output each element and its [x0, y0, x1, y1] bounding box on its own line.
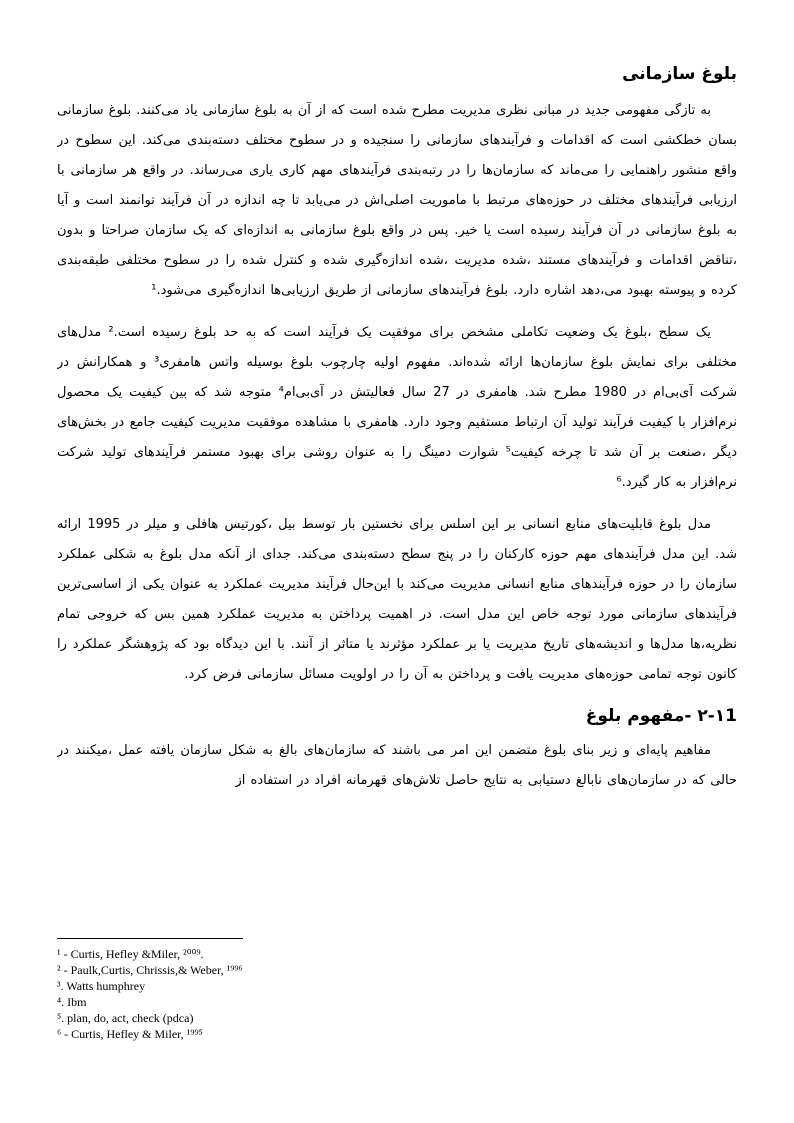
- footnote-4: ⁴. Ibm: [57, 995, 87, 1009]
- paragraph-maturity-concept-intro: مفاهیم پایه‌ای و زیر بنای بلوغ متضمن این امر می باشند که سازمان‌های بالغ به شکل سازمان یافته عمل ،میکنند در حالی که در سازمان‌های نابالغ دستیابی به نتایج حاصل تلاش‌های قهرمانه افراد در استفاده از: [57, 743, 737, 788]
- footnote-6: ⁶ - Curtis, Hefley & Miler, ¹⁹⁹⁵: [57, 1027, 203, 1041]
- footnote-5: ⁵. plan, do, act, check (pdca): [57, 1011, 194, 1025]
- document-body: [57, 64, 737, 930]
- paragraph-organizational-maturity-intro: به تازگی مفهومی جدید در مبانی نظری مدیریت مطرح شده است که از آن به بلوغ سازمانی یاد می‌کنند. بلوغ سازمانی بسان خطکشی است که اقدامات و فرآیندهای سازمانی را سنجیده و در سطوح مختلف دسته‌بندی می‌کند. این سطوح در واقع منشور راهنمایی را می‌ماند که سازمان‌ها را در رتبه‌بندی فرآیندهای مهم کاری یاری می‌رساند. در واقع هر سازمانی با ارزیابی فرآیندهای مختلف در حوزه‌های مرتبط با ماموریت اصلی‌اش در می‌یابد تا چه اندازه در آن فرآیند توانمند است و آیا به بلوغ سازمانی در آن فرآیند رسیده است یا خیر. پس در واقع بلوغ سازمانی به اندازه‌ای که یک سازمان صراحتا و بدون ،تناقض اقدامات و فرآیندهای مستند ،شده مدیریت ،شده اندازه‌گیری شده و کنترل شده را در سطوح مختلفی طبقه‌بندی کرده و پیوسته بهبود می،دهد اشاره دارد. بلوغ فرآیندهای سازمانی از طریق ارزیابی‌ها اندازه‌گیری می‌شود.¹: [57, 103, 737, 298]
- paragraph-people-cmm-performance: مدل بلوغ قابلیت‌های منابع انسانی بر این اسلس برای نخستین بار توسط بیل ،کورتیس هافلی و میلر در 1995 ارائه شد. این مدل فرآیندهای مهم حوزه کارکنان را در پنج سطح دسته‌بندی می‌کند. جدای از آنکه مدل بلوغ به شکلی عملکرد سازمان را در حوزه فرآیندهای منابع انسانی مدیریت می‌کند با این‌حال فرآیند مدیریت عملکرد به عنوان یکی از اساسی‌ترین فرآیندهای سازمانی مورد توجه خاص این مدل است. در اهمیت پرداختن به مدیریت عملکرد همین بس که خروجی تمام نظریه،ها مدل‌ها و اندیشه‌های تاریخ مدیریت یا بر عملکرد مؤثرند یا متاثر از آنند. با این دیدگاه بود که پژوهشگر عملکرد را کانون توجه تمامی حوزه‌های مدیریت یافت و پرداختن به آن را در اولویت مسائل سازمانی فرض کرد.: [57, 517, 737, 682]
- paragraph-maturity-levels-history: یک سطح ،بلوغ یک وضعیت تکاملی مشخص برای موفقیت یک فرآیند است که به حد بلوغ رسیده است.² مدل‌های مختلفی برای نمایش بلوغ سازمان‌ها ارائه شده‌اند. مفهوم اولیه چارچوب بلوغ بوسیله واتس هامفری³ و همکارانش در شرکت آی‌بی‌ام در 1980 مطرح شد. هامفری در 27 سال فعالیتش در آی‌بی‌ام⁴ متوجه شد که بین کیفیت یک محصول نرم‌افزار با کیفیت فرآیند تولید آن ارتباط مستقیم وجود دارد. هامفری با مشاهده موفقیت مدیریت کیفیت جامع در بخش‌های دیگر ،صنعت بر آن شد تا چرخه کیفیت⁵ شوارت دمینگ را به عنوان روشی برای بهبود مستمر فرآیندهای تولید شرکت نرم‌افزار به کار گیرد.⁶: [57, 325, 737, 490]
- footnote-2: ² - Paulk,Curtis, Chrissis,& Weber, ¹⁹⁹⁶: [57, 963, 243, 977]
- footnotes-section: [57, 938, 737, 1042]
- document-title: بلوغ سازمانی: [622, 64, 737, 84]
- section-heading-maturity-concept: ۲-۱1 -مفهوم بلوغ: [585, 706, 737, 726]
- footnote-1: ¹ - Curtis, Hefley &Miler, ²⁰⁰⁹.: [57, 947, 204, 961]
- footnote-3: ³. Watts humphrey: [57, 979, 146, 993]
- footnote-separator: [57, 938, 243, 939]
